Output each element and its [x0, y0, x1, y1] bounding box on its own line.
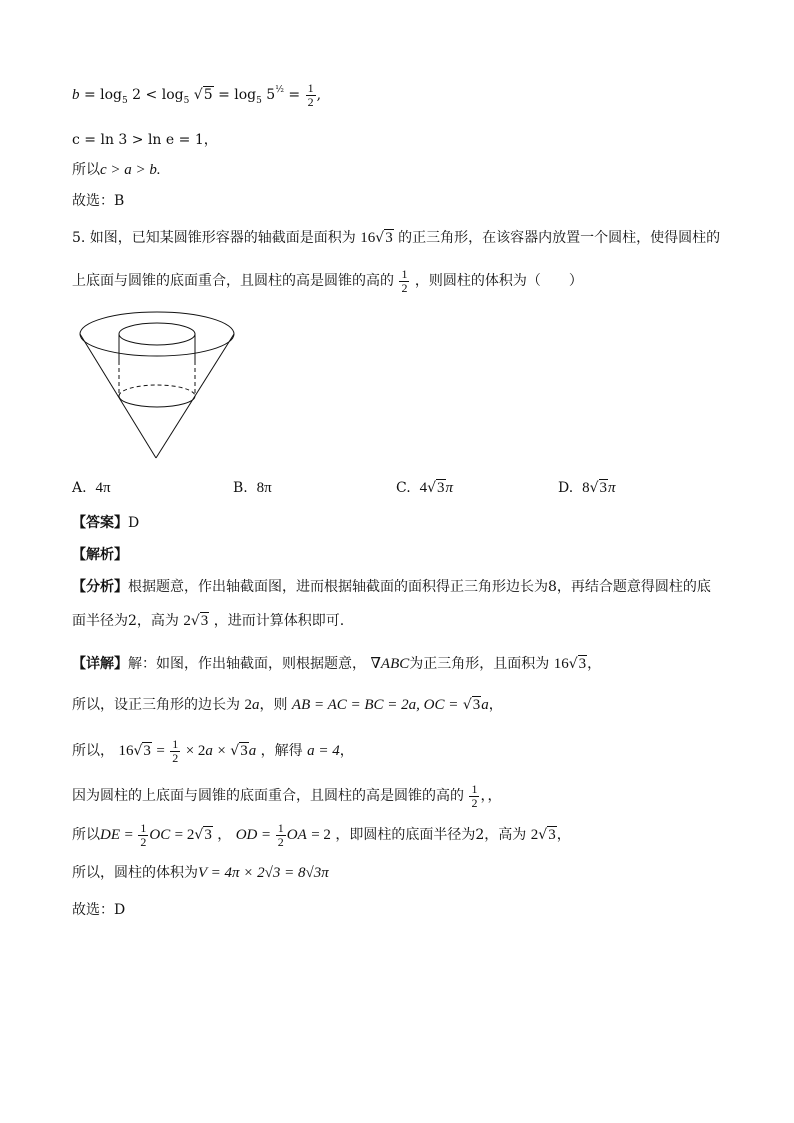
cylinder-bottom-front	[119, 396, 195, 407]
xiangjie-line1: 【详解】解：如图，作出轴截面，则根据题意， ∇ABC为正三角形，且面积为 16√3，	[72, 656, 602, 672]
prev-line-b: $b = \log_5 2 < \log_5 √5 = \log_5 5^{\frac{1}{2}}$ = $\frac{1}{2}$ ,	[72, 81, 322, 109]
option-b[interactable]: B. 8π	[233, 480, 272, 496]
prev-line-c: c = ln 3 > ln e = 1，	[72, 132, 218, 148]
cylinder-top-ellipse	[119, 323, 195, 345]
xiangjie-line2: 所以，设正三角形的边长为 2a，则 AB = AC = BC = 2a, OC = √3a，	[72, 697, 503, 713]
fenxi-line1: 【分析】根据题意，作出轴截面图，进而根据轴截面的面积得正三角形边长为8，再结合题意得圆柱的底	[72, 579, 711, 595]
xiangjie-line5: 所以DE = $\frac{1}{2}$ OC = 2√3 ， OD = $\frac{1}{2}$ OA = 2 ，即圆柱的底面半径为2，高为 2√3，	[72, 821, 571, 849]
fenxi-line2: 面半径为2，高为 2√3 ，进而计算体积即可.	[72, 613, 345, 629]
cylinder-bottom-back	[119, 385, 195, 396]
prev-line-conclusion: 所以c > a > b.	[72, 162, 161, 178]
option-c[interactable]: C. 4√3π	[396, 480, 454, 496]
cone-cylinder-figure	[70, 305, 250, 465]
option-a[interactable]: A. 4π	[72, 480, 111, 496]
option-d[interactable]: D. 8√3π	[558, 480, 616, 496]
final-answer: 故选：D	[72, 902, 126, 918]
analysis-heading: 【解析】	[72, 547, 128, 563]
xiangjie-line3: 所以， 16√3 = $\frac{1}{2}$ × 2a × √3a ，解得 a = 4，	[72, 737, 354, 765]
q5-stem-line2: 上底面与圆锥的底面重合，且圆柱的高是圆锥的高的 $\frac{1}{2}$ ，则圆柱的体积为（ ）	[72, 267, 583, 295]
cone-top-ellipse	[80, 312, 234, 356]
xiangjie-line4: 因为圆柱的上底面与圆锥的底面重合，且圆柱的高是圆锥的高的 $\frac{1}{2}$ ，，	[72, 782, 502, 810]
prev-answer: 故选：B	[72, 193, 125, 209]
q5-stem-line1: 5. 如图，已知某圆锥形容器的轴截面是面积为 16√3 的正三角形，在该容器内放置一个圆柱，使得圆柱的	[72, 230, 721, 246]
answer-line: 【答案】D	[72, 515, 140, 531]
xiangjie-line6: 所以，圆柱的体积为V = 4π × 2√3 = 8√3π	[72, 865, 329, 881]
